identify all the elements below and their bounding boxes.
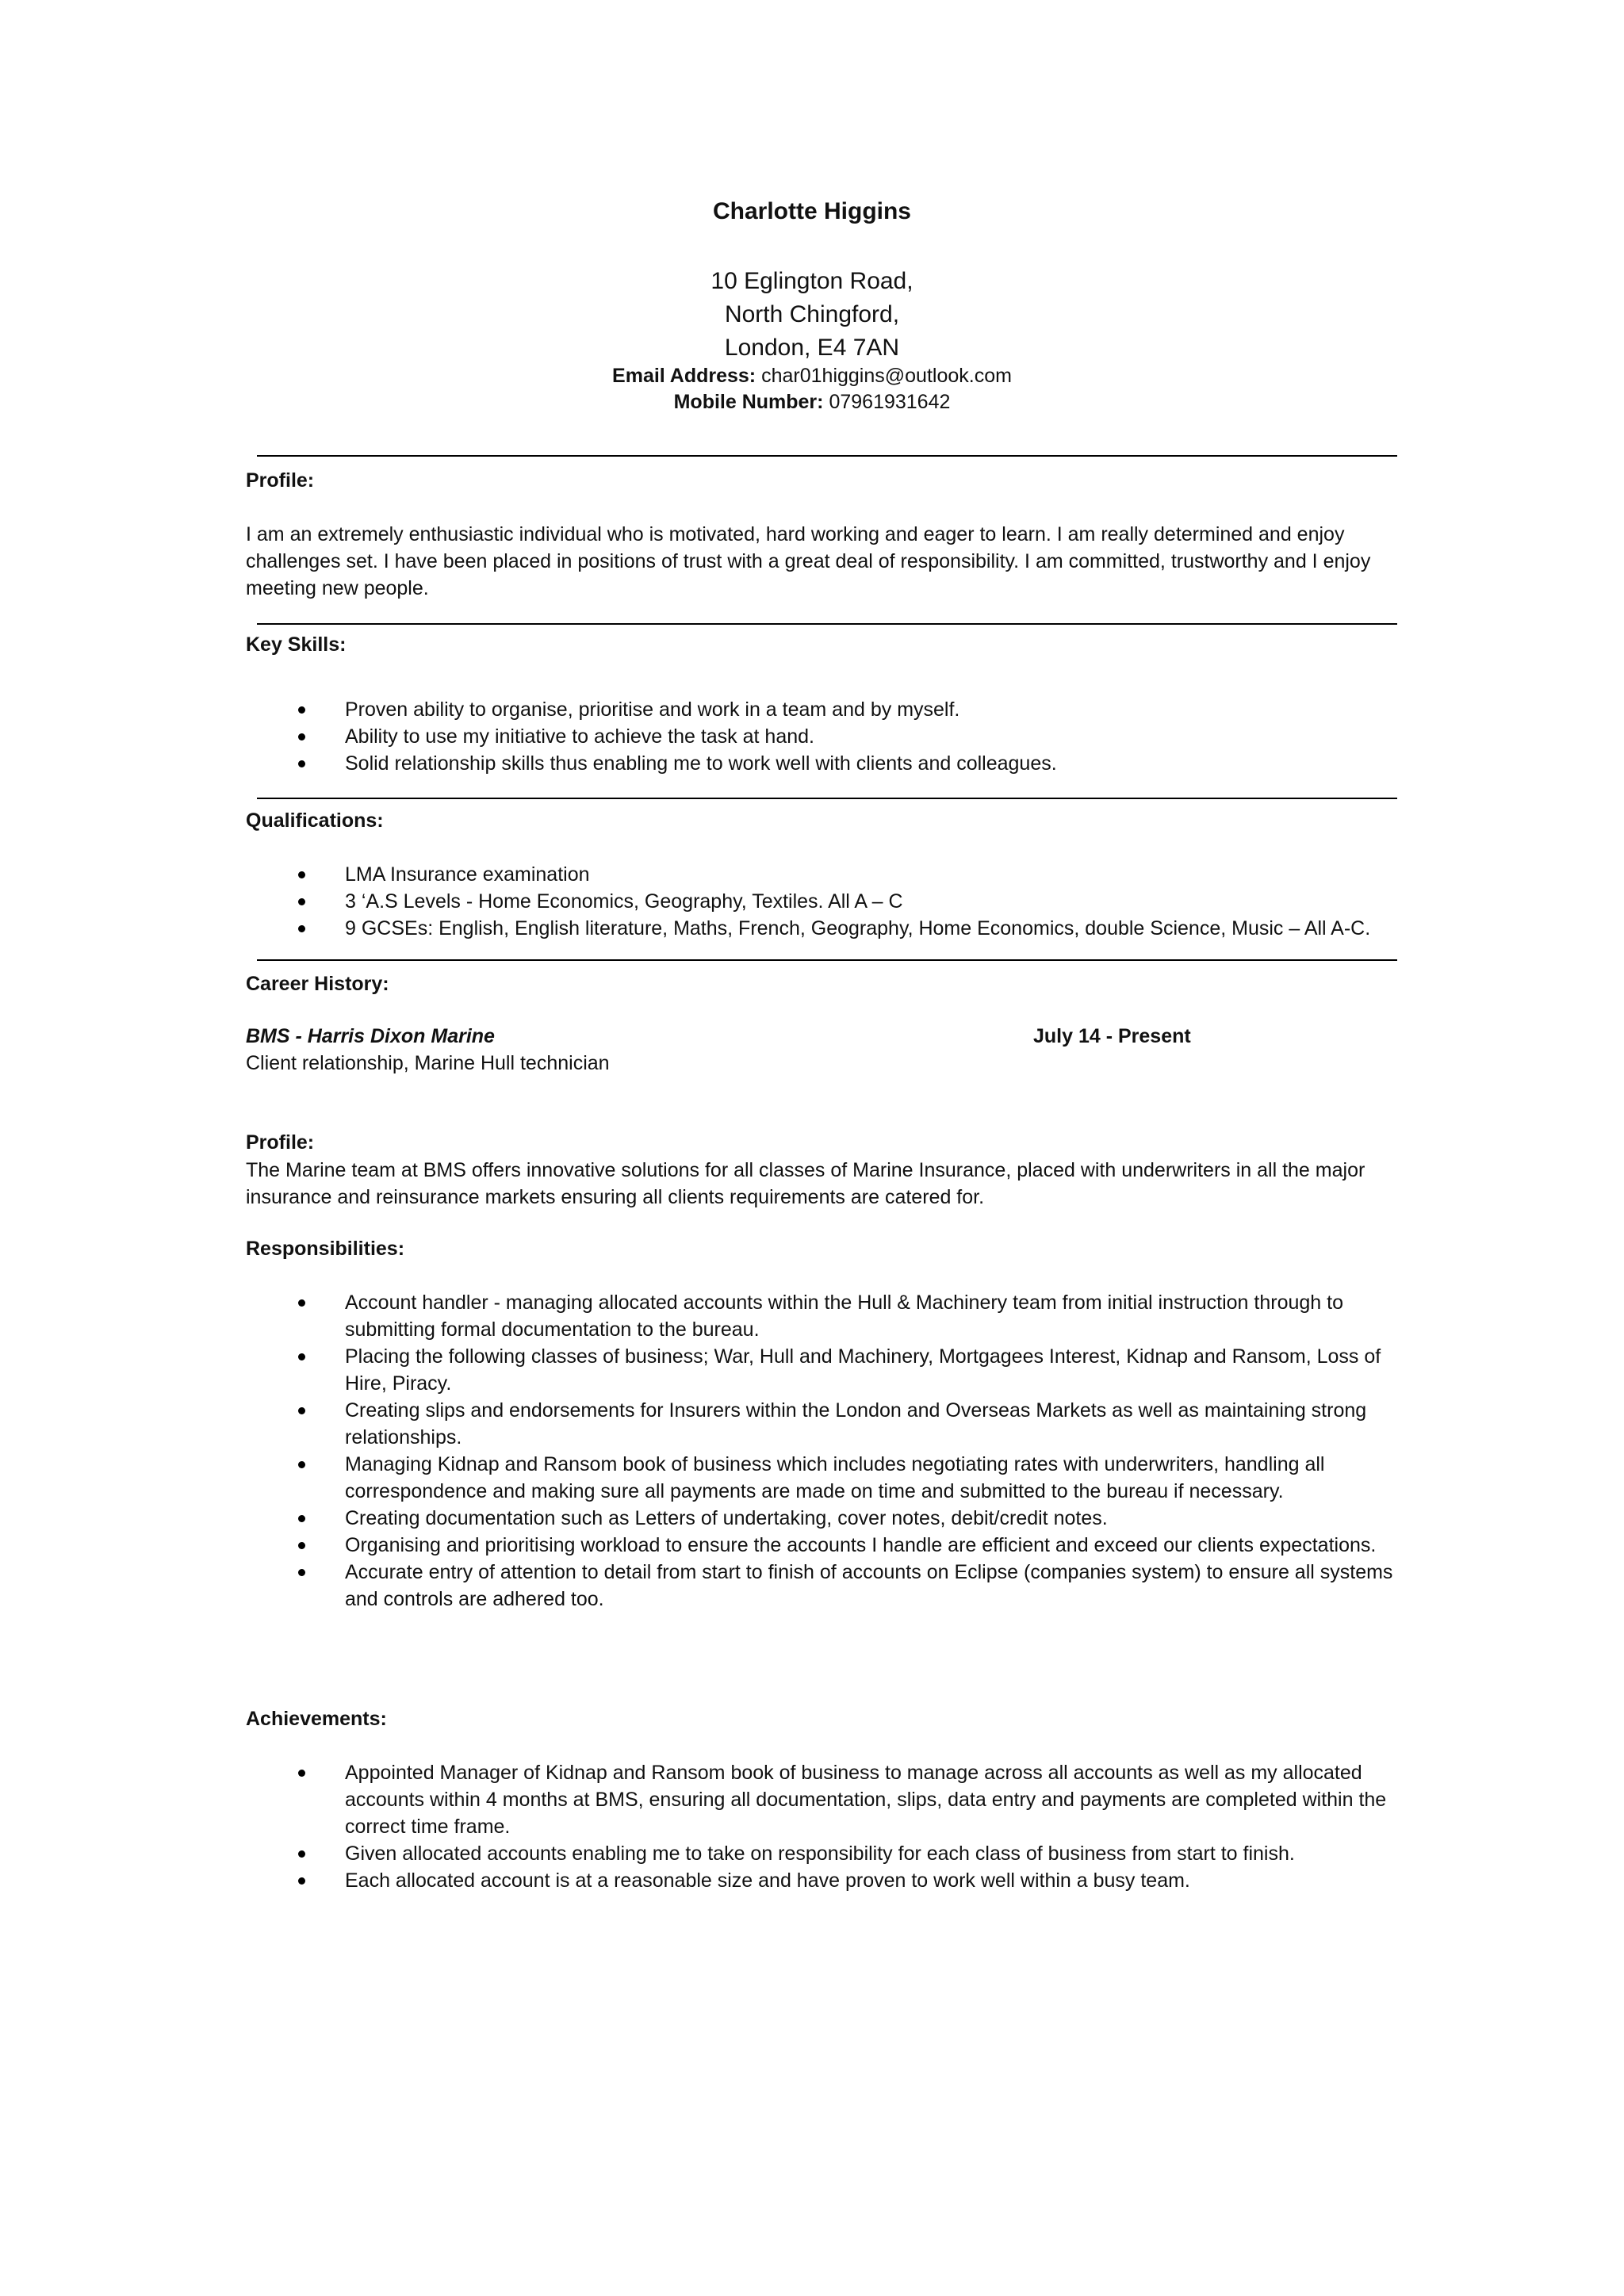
list-item-text: 9 GCSEs: English, English literature, Maths, French, Geography, Home Economics, double Science, Music – All A-C. bbox=[345, 917, 1371, 939]
bullet-icon bbox=[298, 1850, 305, 1858]
bullet-icon bbox=[298, 1407, 305, 1414]
list-item bbox=[246, 1451, 1396, 1505]
mobile-line bbox=[0, 389, 1624, 415]
email-label: Email Address: bbox=[612, 365, 756, 387]
list-item-text: LMA Insurance examination bbox=[345, 863, 590, 886]
key-skills-list bbox=[246, 696, 1396, 777]
job-company: BMS - Harris Dixon Marine bbox=[246, 1025, 495, 1047]
achievements-heading: Achievements: bbox=[246, 1708, 387, 1730]
bullet-icon bbox=[298, 871, 305, 878]
list-item-text: Solid relationship skills thus enabling me to work well with clients and colleagues. bbox=[345, 752, 1057, 775]
responsibilities-heading: Responsibilities: bbox=[246, 1238, 405, 1260]
list-item-text: Appointed Manager of Kidnap and Ransom book of business to manage across all accounts as well as my allocated accounts within 4 months at BMS, ensuring all documentation, slips, data entry and payments are completed within the correct time frame. bbox=[345, 1762, 1387, 1838]
list-item-text: Placing the following classes of business; War, Hull and Machinery, Mortgagees Interest, Kidnap and Ransom, Loss of Hire, Piracy. bbox=[345, 1345, 1381, 1395]
list-item bbox=[246, 1759, 1396, 1840]
bullet-icon bbox=[298, 1770, 305, 1777]
key-skills-heading: Key Skills: bbox=[246, 633, 347, 656]
bullet-icon bbox=[298, 925, 305, 932]
profile-heading: Profile: bbox=[246, 469, 315, 492]
responsibilities-list bbox=[246, 1289, 1396, 1613]
list-item bbox=[246, 750, 1396, 777]
list-item-text: Ability to use my initiative to achieve the task at hand. bbox=[345, 725, 814, 748]
bullet-icon bbox=[298, 706, 305, 714]
list-item bbox=[246, 723, 1396, 750]
divider bbox=[257, 623, 1397, 625]
list-item-text: Creating documentation such as Letters of undertaking, cover notes, debit/credit notes. bbox=[345, 1507, 1108, 1529]
divider bbox=[257, 455, 1397, 457]
list-item bbox=[246, 696, 1396, 723]
qualifications-heading: Qualifications: bbox=[246, 809, 384, 832]
list-item-text: Each allocated account is at a reasonable size and have proven to work well within a busy team. bbox=[345, 1869, 1190, 1892]
bullet-icon bbox=[298, 1515, 305, 1522]
mobile-number: 07961931642 bbox=[829, 391, 951, 413]
email-line bbox=[0, 363, 1624, 389]
qualifications-list bbox=[246, 861, 1396, 942]
list-item-text: Given allocated accounts enabling me to take on responsibility for each class of business from start to finish. bbox=[345, 1843, 1295, 1865]
bullet-icon bbox=[298, 1461, 305, 1468]
list-item bbox=[246, 1397, 1396, 1451]
list-item bbox=[246, 1289, 1396, 1343]
bullet-icon bbox=[298, 760, 305, 767]
list-item bbox=[246, 1505, 1396, 1532]
bullet-icon bbox=[298, 1353, 305, 1360]
bullet-icon bbox=[298, 1299, 305, 1307]
list-item-text: Organising and prioritising workload to ensure the accounts I handle are efficient and exceed our clients expectations. bbox=[345, 1534, 1377, 1556]
list-item bbox=[246, 1559, 1396, 1613]
bullet-icon bbox=[298, 733, 305, 740]
job-profile-text: The Marine team at BMS offers innovative solutions for all classes of Marine Insurance, placed with underwriters in all the major insurance and reinsurance markets ensuring all clients requirements are catered for. bbox=[246, 1159, 1365, 1208]
bullet-icon bbox=[298, 1569, 305, 1576]
list-item bbox=[246, 1867, 1396, 1894]
mobile-label: Mobile Number: bbox=[673, 391, 824, 413]
divider bbox=[257, 798, 1397, 799]
list-item-text: Managing Kidnap and Ransom book of business which includes negotiating rates with underwriters, handling all correspondence and making sure all payments are made on time and submitted to the bureau if necessary. bbox=[345, 1453, 1325, 1502]
bullet-icon bbox=[298, 1877, 305, 1885]
job-role: Client relationship, Marine Hull technician bbox=[246, 1052, 610, 1074]
candidate-name: Charlotte Higgins bbox=[712, 198, 911, 224]
list-item-text: Creating slips and endorsements for Insurers within the London and Overseas Markets as well as maintaining strong relationships. bbox=[345, 1399, 1367, 1448]
list-item-text: Proven ability to organise, prioritise and work in a team and by myself. bbox=[345, 698, 960, 721]
job-profile-heading: Profile: bbox=[246, 1131, 315, 1154]
address-line-1: 10 Eglington Road, bbox=[710, 268, 914, 294]
list-item bbox=[246, 861, 1396, 888]
list-item-text: Account handler - managing allocated accounts within the Hull & Machinery team from initial instruction through to submitting formal documentation to the bureau. bbox=[345, 1292, 1343, 1341]
divider bbox=[257, 959, 1397, 961]
achievements-list bbox=[246, 1759, 1396, 1894]
career-history-heading: Career History: bbox=[246, 973, 389, 995]
bullet-icon bbox=[298, 1542, 305, 1549]
address-line-3: London, E4 7AN bbox=[724, 335, 900, 361]
address-line-2: North Chingford, bbox=[724, 301, 900, 327]
list-item bbox=[246, 915, 1396, 942]
list-item bbox=[246, 1840, 1396, 1867]
job-dates: July 14 - Present bbox=[1033, 1025, 1191, 1047]
bullet-icon bbox=[298, 898, 305, 905]
list-item-text: Accurate entry of attention to detail from start to finish of accounts on Eclipse (companies system) to ensure all systems and controls are adhered too. bbox=[345, 1561, 1393, 1610]
list-item-text: 3 ‘A.S Levels - Home Economics, Geography, Textiles. All A – C bbox=[345, 890, 903, 913]
email-address: char01higgins@outlook.com bbox=[761, 365, 1012, 387]
profile-text: I am an extremely enthusiastic individual who is motivated, hard working and eager to learn. I am really determined and enjoy challenges set. I have been placed in positions of trust with a great deal of responsibility. I am committed, trustworthy and I enjoy meeting new people. bbox=[246, 523, 1371, 599]
list-item bbox=[246, 1343, 1396, 1397]
list-item bbox=[246, 1532, 1396, 1559]
list-item bbox=[246, 888, 1396, 915]
